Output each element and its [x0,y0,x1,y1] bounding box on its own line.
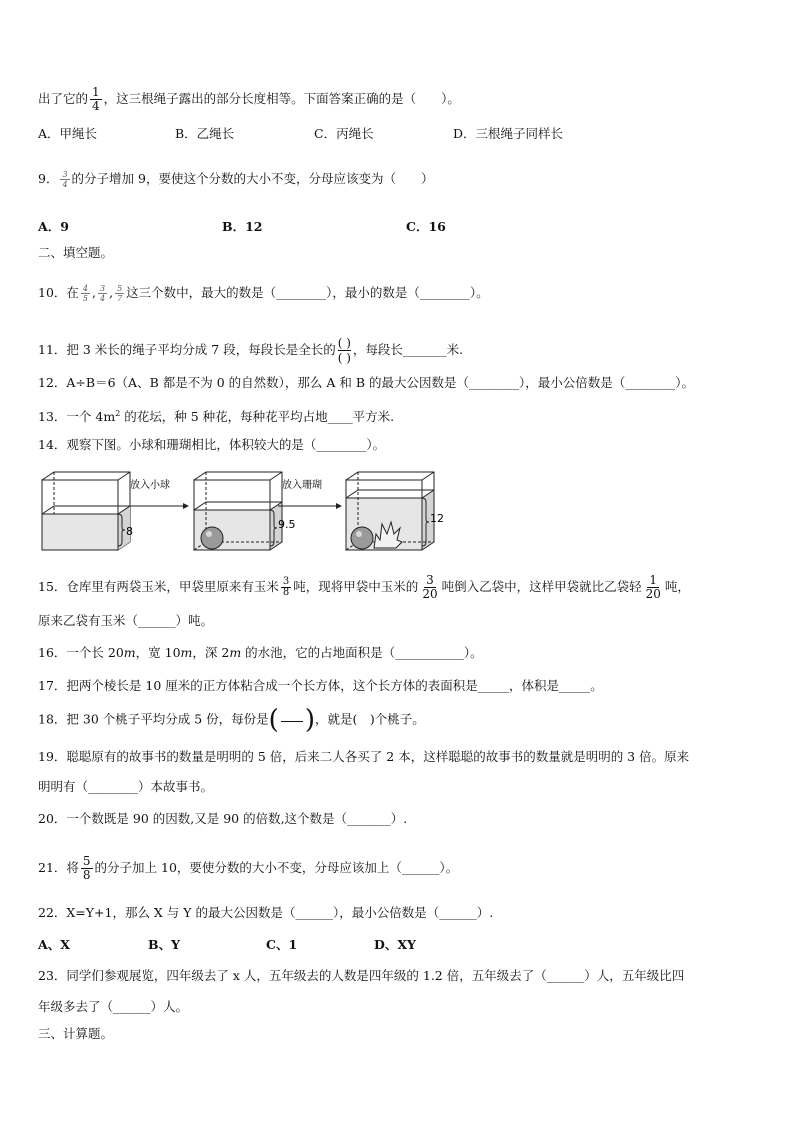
section-heading: 三、计算题。 [38,1026,114,1041]
q19-line1: 19．聪聪原有的故事书的数量是明明的 5 倍，后来二人各买了 2 本，这样聪聪的故事书的数量就是明明的 3 倍。原来 [38,749,690,764]
q22: 22．X=Y+1，那么 X 与 Y 的最大公因数是（______），最小公倍数是（______）. [38,905,494,920]
q23-line1: 23．同学们参观展览，四年级去了 x 人，五年级去的人数是四年级的 1.2 倍，五年级去了（______）人，五年级比四 [38,968,685,983]
q8-option-b[interactable]: B．乙绳长 [175,126,235,141]
q20: 20．一个数既是 90 的因数,又是 90 的倍数,这个数是（_______）. [38,811,408,826]
q15-line2: 原来乙袋有玉米（______）吨。 [38,613,214,628]
q19-line2: 明明有（________）本故事书。 [38,779,214,794]
q8-option-c[interactable]: C．丙绳长 [314,126,374,141]
container-3 [346,472,444,550]
fraction: $\frac{3}{8}$ [282,576,290,598]
fraction: $\frac{3}{20}$ [422,573,438,601]
q18: 18．把 30 个桃子平均分成 5 份，每份是( )，就是( )个桃子。 [38,705,425,735]
svg-text:8: 8 [126,525,133,538]
fraction-blank[interactable]: ( ) ( ) [337,336,351,365]
q11: 11．把 3 米长的绳子平均分成 7 段，每段长是全长的 ( ) ( ) ，每段长_______米. [38,336,464,365]
fraction: $\frac{1}{4}$ [92,85,100,113]
fraction-blank[interactable]: ( ) [268,705,315,735]
section-heading: 二、填空题。 [38,245,114,260]
q22-option-d[interactable]: D、XY [374,937,416,952]
container-figure [38,470,444,558]
q10: 10．在 $\frac{4}{5}$ , $\frac{3}{4}$ , $\frac{5}{7}$ 这三个数中，最大的数是（________），最小的数是（________）。 [38,284,489,303]
svg-text:12: 12 [430,512,444,525]
q17: 17．把两个棱长是 10 厘米的正方体粘合成一个长方体，这个长方体的表面积是_____，体积是_____。 [38,678,603,693]
fraction: $\frac{5}{8}$ [82,854,91,882]
fraction: $\frac{3}{4}$ [99,284,106,303]
q12: 12．A÷B＝6（A、B 都是不为 0 的自然数），那么 A 和 B 的最大公因数是（________），最小公倍数是（________）。 [38,375,694,390]
q8-stem: 出了它的 $\frac{1}{4}$ ，这三根绳子露出的部分长度相等。下面答案正确的是（ ）。 [38,85,460,113]
q23-line2: 年级多去了（______）人。 [38,999,189,1014]
q14: 14．观察下图。小球和珊瑚相比，体积较大的是（________）。 [38,437,386,452]
q13: 13．一个 $4m^2$ 的花坛，种 5 种花，每种花平均占地____平方米. [38,409,395,425]
fraction: $\frac{5}{7}$ [117,284,123,303]
q8-option-a[interactable]: A．甲绳长 [38,126,98,141]
container-1 [42,472,133,550]
q9-option-c[interactable]: C．16 [406,219,446,234]
q9-option-b[interactable]: B．12 [222,219,263,234]
q8-option-d[interactable]: D．三根绳子同样长 [453,126,564,141]
q22-option-c[interactable]: C、1 [266,937,298,952]
svg-text:放入珊瑚: 放入珊瑚 [282,480,322,491]
fraction: $\frac{4}{5}$ [82,284,88,303]
q16: 16．一个长 20m，宽 10m，深 2m 的水池，它的占地面积是（___________）。 [38,645,483,660]
q22-option-a[interactable]: A、X [38,937,70,952]
arrow-2 [278,478,342,509]
q9-stem: 9． $\frac{3}{4}$ 的分子增加 9，要使这个分数的大小不变，分母应该变为（ ） [38,170,434,189]
fraction: $\frac{3}{4}$ [62,170,68,189]
q9-option-a[interactable]: A．9 [38,219,69,234]
q15: 15．仓库里有两袋玉米，甲袋里原来有玉米 $\frac{3}{8}$ 吨，现将甲袋中玉米的 $\frac{3}{20}$ 吨倒入乙袋中，这样甲袋就比乙袋轻 $\frac{1}{20}$ 吨， [38,573,690,601]
container-2 [194,472,296,550]
svg-text:放入小球: 放入小球 [130,480,170,491]
q21: 21．将 $\frac{5}{8}$ 的分子加上 10，要使分数的大小不变，分母应该加上（______）。 [38,854,459,882]
svg-text:9.5: 9.5 [278,518,296,531]
fraction: $\frac{1}{20}$ [645,573,661,601]
q22-option-b[interactable]: B、Y [148,937,180,952]
arrow-1 [126,478,189,509]
